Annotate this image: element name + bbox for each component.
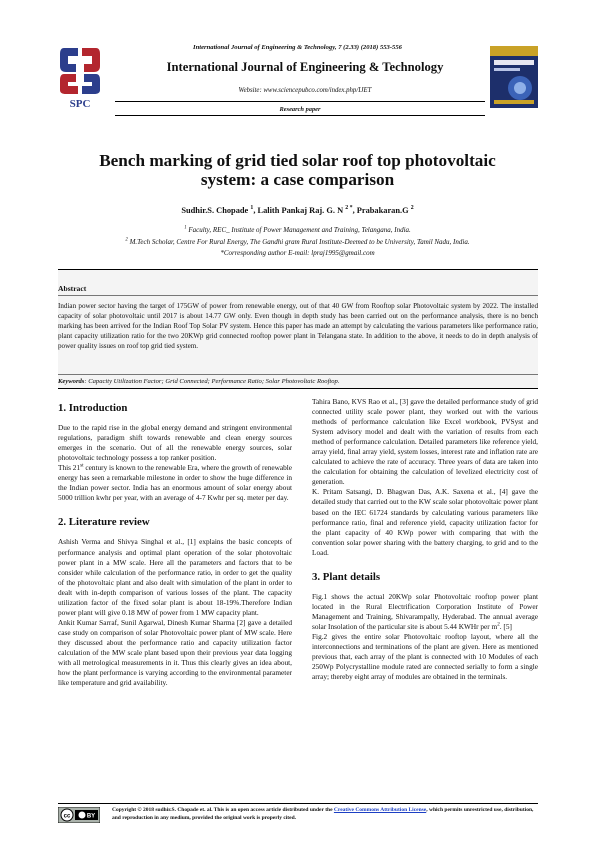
corresponding-author[interactable]: *Corresponding author E-mail: lpraj1995@gmail.com	[220, 249, 375, 257]
copyright-notice: Copyright © 2018 sudhir.S. Chopade et. al. This is an open access article distributed under the Creative Commons Attribution License, which permits unrestricted use, distribution, and reproduction in any medium, provided the original work is properly cited.	[112, 807, 534, 821]
column-right	[312, 397, 538, 682]
journal-cover-image	[490, 46, 538, 108]
author-list	[60, 206, 535, 215]
footer-rule	[58, 803, 538, 804]
cc-by-icon[interactable]	[58, 807, 100, 823]
lit-paragraph-4: K. Pritam Satsangi, D. Bhagwan Das, A.K. Saxena et al., [4] gave the detailed study that carried out to the KW scale solar photovoltaic power plant based on the IEC 61724 standards by calculating various parameters like performance ratio, final and reference yield, capacity utilization factor for the plant capacity of 40 KWp power with comparing that with the convention solar power sharing with the battery charging, to grid and to the Load.	[312, 487, 539, 557]
author-1-affil: 1	[250, 205, 254, 212]
journal-website[interactable]: Website: www.sciencepubco.com/index.php/IJET	[238, 87, 372, 94]
paper-title-line2: system: a case comparison	[200, 170, 395, 189]
abstract-divider	[58, 295, 538, 296]
keywords	[58, 378, 538, 385]
keywords-label: Keywords	[58, 378, 85, 385]
section-heading-introduction: 1. Introduction	[58, 402, 128, 414]
keywords-text: : Capacity Utilization Factor; Grid Connected; Performance Ratio; Solar Photovoltaic Rooftop.	[84, 378, 340, 385]
lit-paragraph-1: Ashish Verma and Shivya Singhal et al., [1] explains the basic concepts of performance analysis and optimal plant operation of the solar photovoltaic power plant in a MW scale. Here all the parameters and factors that to be consider while calculation of the performance ratio, in order to get the quality of the photovoltaic plant and also dealt with simulation of the plant in order to dealt with in-depth comparison of various losses of the plant. The capacity utilization factor of the fixed solar plant is about 18-19%.Therefore Indian power plant will give 0.18 MW of power from 1 MW capacity plant.	[58, 537, 292, 617]
header-rule-top	[115, 101, 485, 102]
intro-paragraph-1: Due to the rapid rise in the global energy demand and stringent environmental regulations, paradigm shift towards renewable and clean energy sources emerges in the scenario. Out of all the renewable energy sources, solar photovoltaic technology possess a top ranker position.	[58, 423, 292, 463]
plant-paragraph-1: Fig.1 shows the actual 20KWp solar Photovoltaic rooftop power plant located in the Rural Electrification Corporation Institute of Power Management and Training, Shivarampally, Hyderabad. The annual average solar Insolation of the particular site is about 5.44 KWHr per $m^2$. [5]	[312, 591, 538, 631]
logo-text: SPC	[69, 98, 91, 110]
author-3-affil: 2	[410, 205, 414, 212]
keywords-divider	[58, 374, 538, 375]
author-1: Sudhir.S. Chopade	[181, 206, 251, 215]
abstract-heading: Abstract	[58, 284, 87, 293]
abstract-text: Indian power sector having the target of 175GW of power from renewable energy, out of that 40 GW from Rooftop solar Photovoltaic system by 2022. The installed capacity of solar photovoltaic until 2017 is about 14.77 GW only. Even though in depth study has been carried out on the performance analysis, there is no bench marking has been arrived for the Indian Roof Top Solar PV system. Hence this paper has made an attempt by calculating the various parameters like performance ratio, plant capacity utilization ratio for the two 20KWp grid connected rooftop power plant in Telangana state. In addition to the above, it needs to do in depth analysis of power quality issues on roof top grid tied system.	[58, 302, 538, 351]
plant-paragraph-2: Fig.2 gives the entire solar Photovoltaic rooftop layout, where all the interconnections and terminations of the plant are given. Here as mentioned previous that, each array of the plant is connected with 10 Modules of each 250Wp Polycrystalline module rated are connected serially to form a single array; thereby eight array of modules are obtained in the terminals.	[312, 631, 538, 682]
publisher-logo	[56, 44, 104, 110]
journal-name: International Journal of Engineering & Technology	[166, 60, 444, 74]
affiliation-2: $^2$ M.Tech Scholar, Centre For Rural Energy, The Gandhi gram Rural Institute-Deemed to be University, Tamil Nadu, India.	[125, 237, 470, 246]
section-heading-literature: 2. Literature review	[58, 516, 150, 529]
svg-text:cc: cc	[63, 813, 71, 820]
affiliation-1: $^1$ Faculty, REC_ Institute of Power Management and Training, Telangana, India.	[184, 225, 411, 234]
author-3: , Prabakaran.G	[352, 206, 411, 215]
section-heading-plant-details: 3. Plant details	[312, 570, 381, 583]
lit-paragraph-2: Ankit Kumar Sarraf, Sunil Agarwal, Dinesh Kumar Sharma [2] gave a detailed case study on comparison of solar Photovoltaic power plant of MW scale. Here they discussed about the performance ratio and capacity utilization factor calculation of the MW scale plant based upon their previous year data logging with all metrological measurements in it. Thus this clearly gives an idea about, how the plant performance is varying according to the environmental parameter like temperature and grid availability.	[58, 617, 292, 688]
paper-type: Research paper	[279, 106, 321, 113]
svg-text:BY: BY	[86, 813, 96, 820]
license-link[interactable]: Creative Commons Attribution License	[333, 807, 427, 813]
paper-title	[70, 151, 525, 189]
column-left	[58, 403, 292, 688]
lit-paragraph-3: Tahira Bano, KVS Rao et al., [3] gave the detailed performance study of grid connected utility scale power plant, they worked out with the various methods of performance calculation like Excel workbook, PVSyst and System advisory model and dealt with the variation of results from each method of performance calculation. Detailed parameters like reference yield, array yield, final array yield, system losses, interest rate and inflation rate are calculated to achieve the rate of accuracy. Three years of data are taken into the calculation for obtaining the calculation of levelized electricity cost of generation.	[312, 397, 538, 487]
paper-title-line1: Bench marking of grid tied solar roof top photovoltaic	[99, 151, 496, 170]
journal-citation: International Journal of Engineering & Technology, 7 (2.33) (2018) 553-556	[193, 44, 402, 51]
header-rule-bottom	[115, 115, 485, 116]
author-2-affil: 2 *	[345, 205, 353, 212]
author-2: , Lalith Pankaj Raj. G. N	[253, 206, 346, 215]
intro-paragraph-2: This 21st century is known to the renewable Era, where the growth of renewable energy has seen a remarkable milestone in order to show the huge difference in the Indian power sector. India has an enormous amount of solar energy about 5000 trillion kwhr per year, with an average of 4-7 Kwhr per sq. meter per day.	[58, 462, 293, 503]
